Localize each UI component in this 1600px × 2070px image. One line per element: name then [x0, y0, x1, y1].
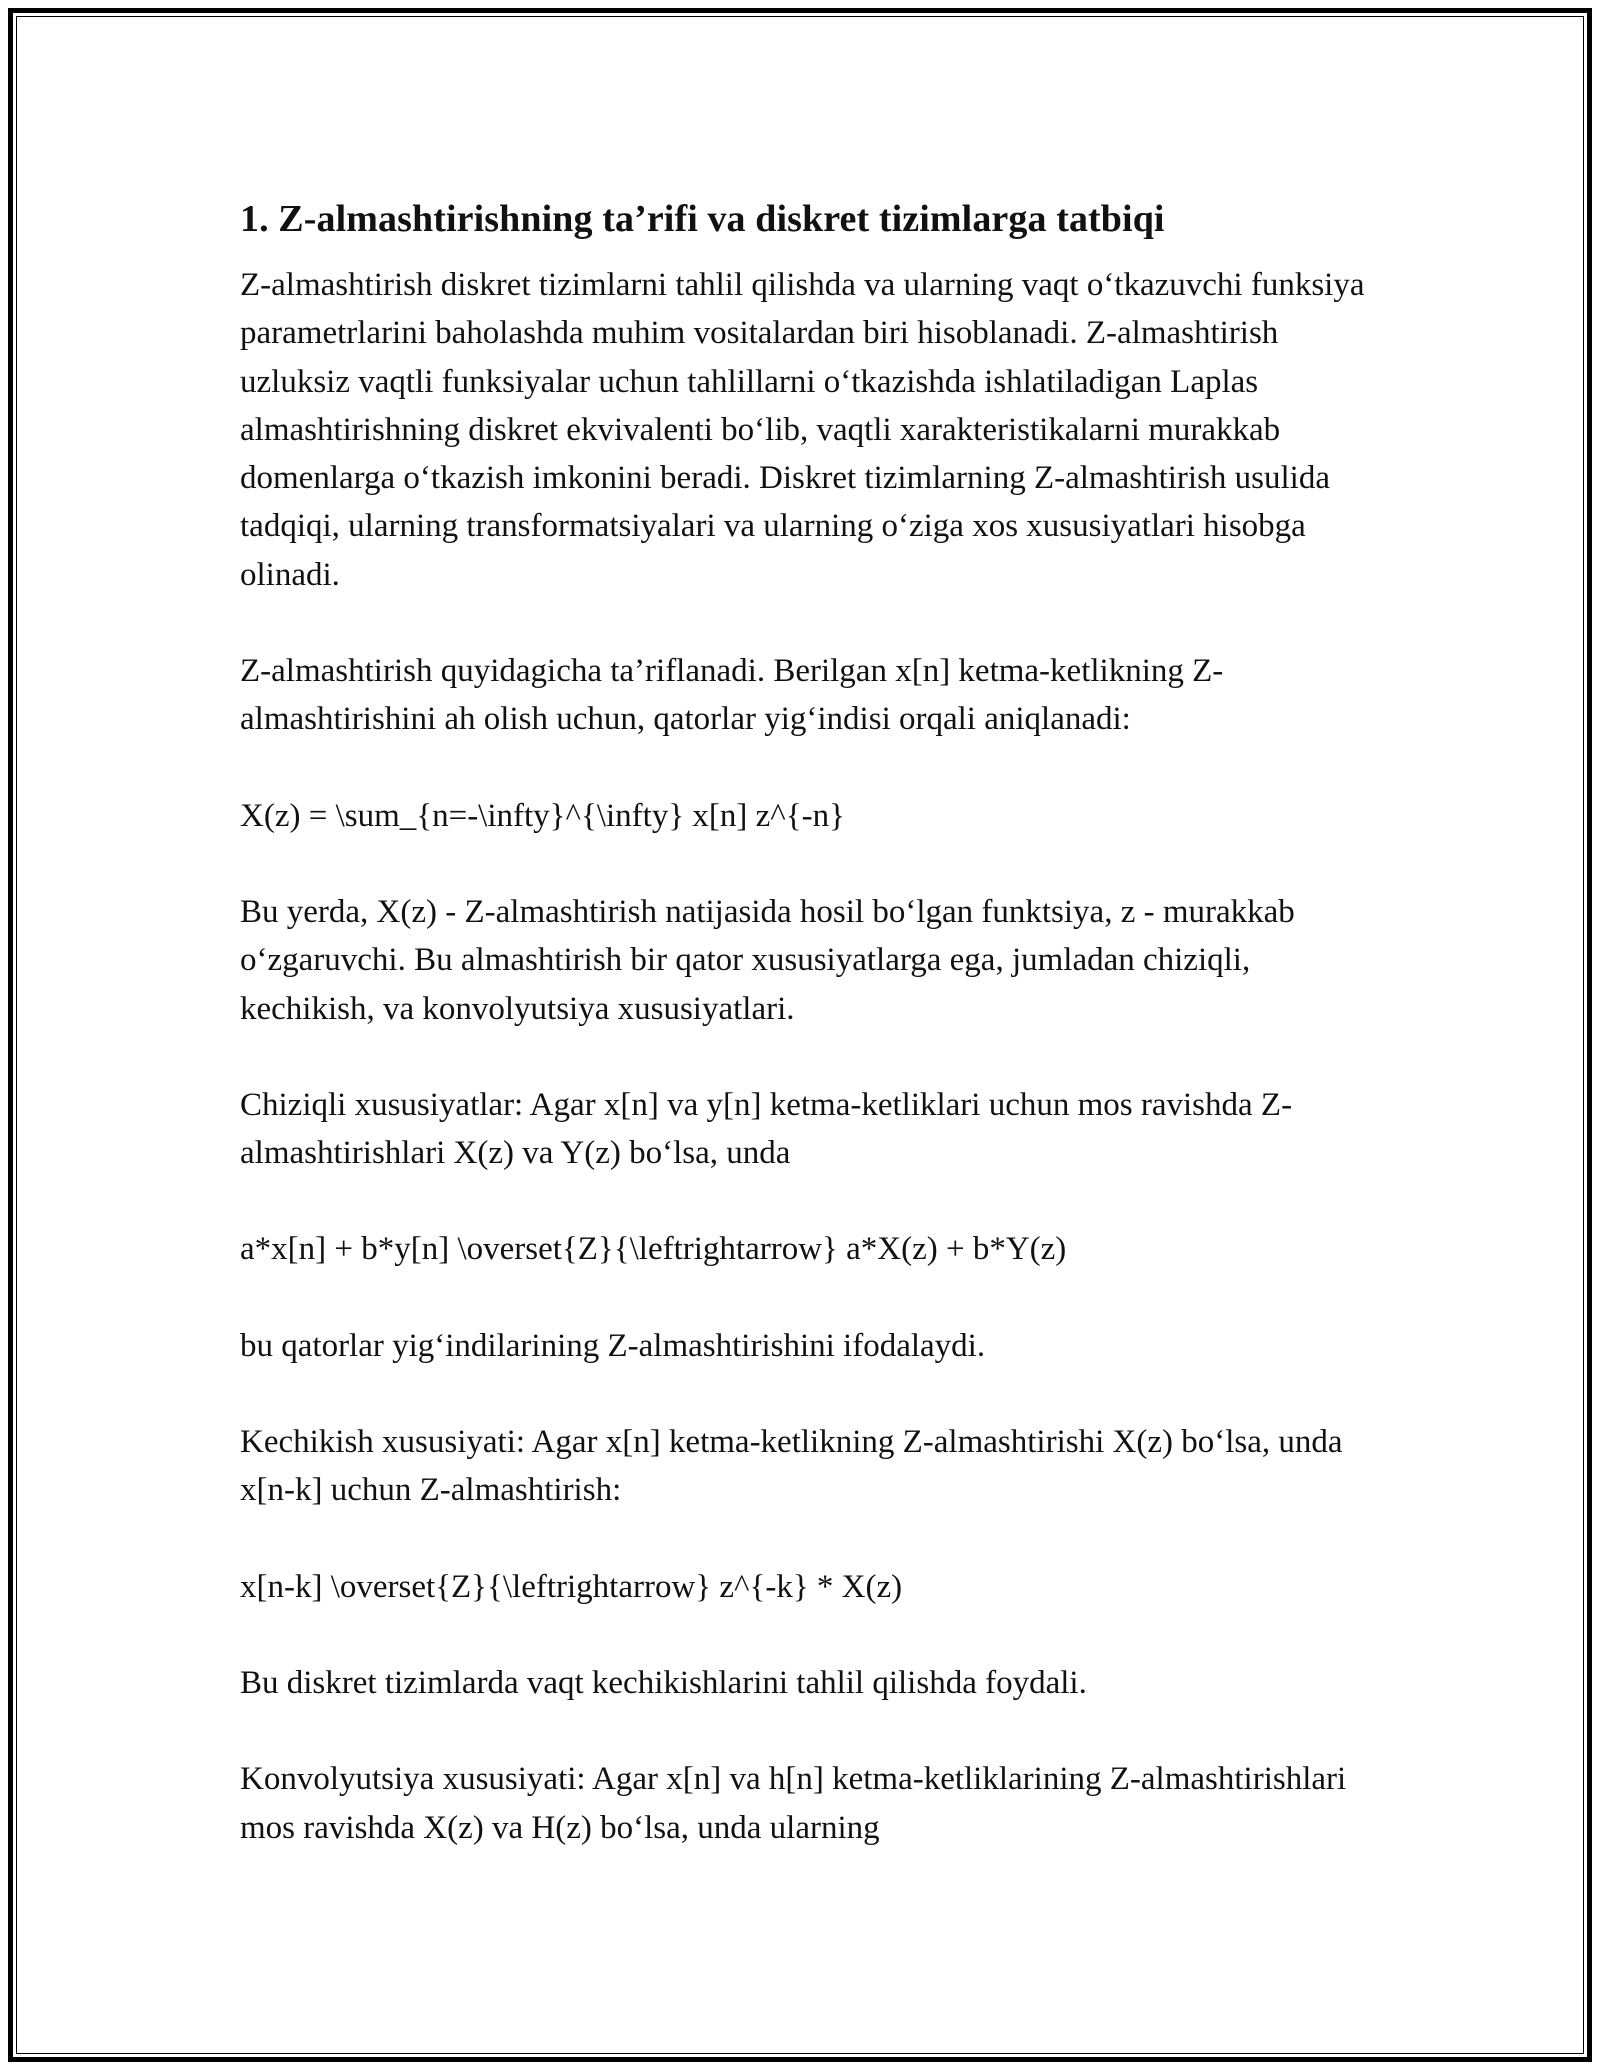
linearity-note: bu qatorlar yig‘indilarining Z-almashtirishini ifodalaydi.: [240, 1327, 986, 1364]
delay-paragraph: Kechikish xususiyati: Agar x[n] ketma-ketlikning Z-almashtirishi X(z) bo‘lsa, unda x[n-k] uchun Z-almashtirish:: [240, 1424, 1343, 1509]
page-frame: [8, 8, 1592, 2062]
section-heading: 1. Z-almashtirishning ta’rifi va diskret tizimlarga tatbiqi: [240, 198, 1165, 240]
convolution-paragraph: Konvolyutsiya xususiyati: Agar x[n] va h[n] ketma-ketliklarining Z-almashtirishlari mos ravishda X(z) va H(z) bo‘lsa, unda ularning: [240, 1761, 1347, 1846]
delay-note: Bu diskret tizimlarda vaqt kechikishlarini tahlil qilishda foydali.: [240, 1664, 1087, 1701]
delay-formula: x[n-k] \overset{Z}{\leftrightarrow} z^{-k} * X(z): [240, 1568, 903, 1605]
explanation-paragraph: Bu yerda, X(z) - Z-almashtirish natijasida hosil bo‘lgan funktsiya, z - murakkab o‘zgaruvchi. Bu almashtirish bir qator xususiyatlarga ega, jumladan chiziqli, kechikish, va konvolyutsiya xususiyatlari.: [240, 893, 1295, 1027]
intro-paragraph: Z-almashtirish diskret tizimlarni tahlil qilishda va ularning vaqt o‘tkazuvchi funksiya parametrlarini baholashda muhim vositalardan biri hisoblanadi. Z-almashtirish uzluksiz vaqtli funksiyalar uchun tahlillarni o‘tkazishda ishlatiladigan Laplas almashtirishning diskret ekvivalenti bo‘lib, vaqtli xarakteristikalarni murakkab domenlarga o‘tkazish imkonini beradi. Diskret tizimlarning Z-almashtirish usulida tadqiqi, ularning transformatsiyalari va ularning o‘ziga xos xususiyatlari hisobga olinadi.: [240, 267, 1365, 593]
definition-paragraph: Z-almashtirish quyidagicha ta’riflanadi. Berilgan x[n] ketma-ketlikning Z-almashtirishini ah olish uchun, qatorlar yig‘indisi orqali aniqlanadi:: [240, 653, 1224, 738]
linearity-paragraph: Chiziqli xususiyatlar: Agar x[n] va y[n] ketma-ketliklari uchun mos ravishda Z-almashtirishlari X(z) va Y(z) bo‘lsa, unda: [240, 1086, 1293, 1172]
z-transform-formula: X(z) = \sum_{n=-\infty}^{\infty} x[n] z^{-n}: [240, 797, 845, 834]
linearity-formula: a*x[n] + b*y[n] \overset{Z}{\leftrightarrow} a*X(z) + b*Y(z): [240, 1231, 1067, 1268]
document-body: [240, 195, 1390, 1852]
